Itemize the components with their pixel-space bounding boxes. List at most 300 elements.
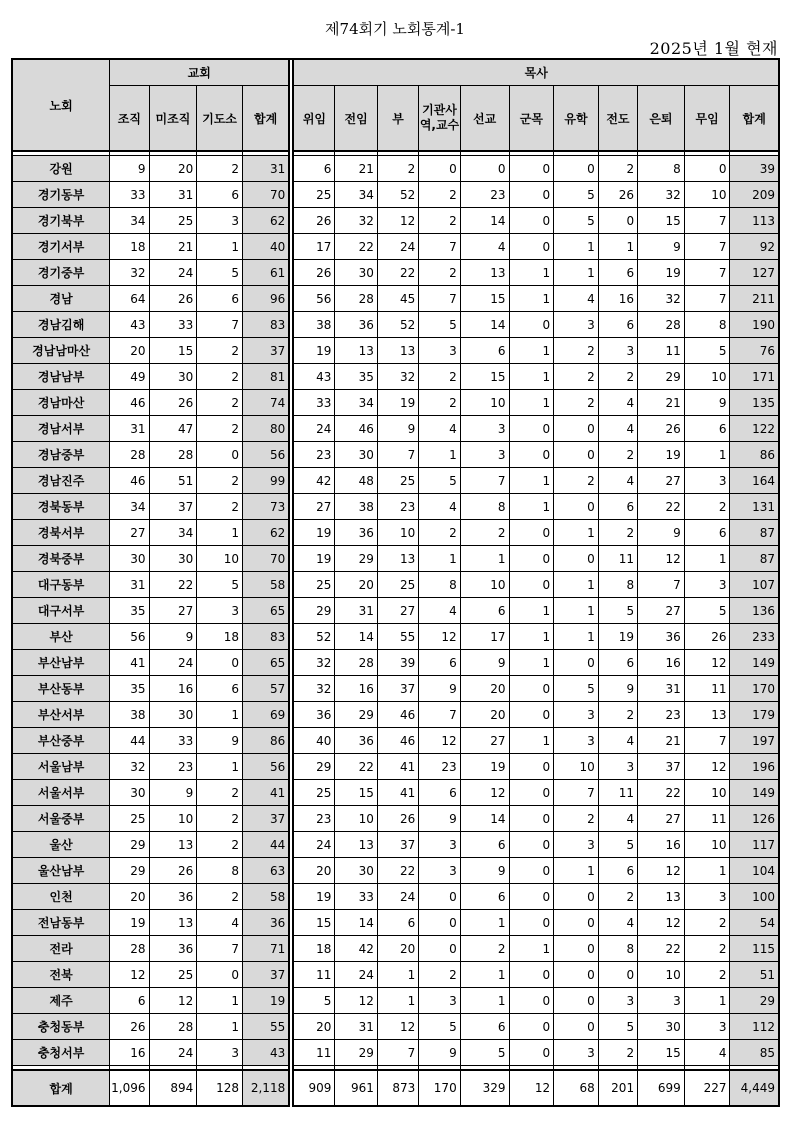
- pastor-cell: 29: [335, 546, 377, 572]
- pastor-cell: 1: [554, 598, 599, 624]
- pastor-total-cell: 170: [730, 676, 779, 702]
- pastor-cell: 0: [460, 156, 509, 182]
- pastor-cell: 52: [293, 624, 334, 650]
- pastor-cell: 1: [377, 962, 418, 988]
- church-cell: 34: [149, 520, 197, 546]
- church-cell: 23: [149, 754, 197, 780]
- pastor-cell: 6: [598, 260, 637, 286]
- header-church-col: 합계: [242, 86, 289, 152]
- pastor-cell: 1: [509, 390, 554, 416]
- pastor-cell: 29: [638, 364, 685, 390]
- pastor-cell: 1: [684, 858, 730, 884]
- pastor-cell: 27: [638, 806, 685, 832]
- pastor-cell: 16: [335, 676, 377, 702]
- pastor-cell: 0: [509, 416, 554, 442]
- report-date: 2025년 1월 현재: [649, 39, 778, 58]
- church-cell: 0: [197, 442, 243, 468]
- pastor-cell: 2: [554, 338, 599, 364]
- presbytery-name: 경북중부: [12, 546, 110, 572]
- pastor-cell: 5: [684, 338, 730, 364]
- pastor-cell: 2: [554, 390, 599, 416]
- pastor-cell: 52: [377, 182, 418, 208]
- church-cell: 31: [110, 572, 149, 598]
- pastor-cell: 15: [335, 780, 377, 806]
- pastor-cell: 25: [293, 182, 334, 208]
- pastor-cell: 873: [377, 1070, 418, 1106]
- table-row: [12, 962, 779, 988]
- pastor-cell: 9: [377, 416, 418, 442]
- header-church-col: 미조직: [149, 86, 197, 152]
- pastor-cell: 10: [460, 572, 509, 598]
- pastor-cell: 3: [554, 312, 599, 338]
- church-cell: 36: [149, 884, 197, 910]
- pastor-total-cell: 190: [730, 312, 779, 338]
- pastor-cell: 32: [377, 364, 418, 390]
- pastor-cell: 11: [598, 546, 637, 572]
- pastor-total-cell: 87: [730, 520, 779, 546]
- church-cell: 2: [197, 390, 243, 416]
- pastor-cell: 9: [638, 520, 685, 546]
- table-row: [12, 286, 779, 312]
- pastor-cell: 2: [419, 962, 460, 988]
- pastor-cell: 2: [419, 520, 460, 546]
- pastor-cell: 2: [598, 442, 637, 468]
- presbytery-name: 충청동부: [12, 1014, 110, 1040]
- church-cell: 25: [110, 806, 149, 832]
- church-cell: 20: [149, 156, 197, 182]
- presbytery-name: 부산동부: [12, 676, 110, 702]
- presbytery-name: 전남동부: [12, 910, 110, 936]
- pastor-total-cell: 54: [730, 910, 779, 936]
- pastor-cell: 0: [509, 832, 554, 858]
- table-row: [12, 208, 779, 234]
- table-row: [12, 494, 779, 520]
- pastor-total-cell: 39: [730, 156, 779, 182]
- pastor-cell: 6: [684, 416, 730, 442]
- pastor-cell: 24: [293, 416, 334, 442]
- pastor-cell: 5: [554, 208, 599, 234]
- pastor-cell: 9: [460, 650, 509, 676]
- pastor-cell: 3: [419, 832, 460, 858]
- pastor-cell: 7: [419, 234, 460, 260]
- pastor-cell: 38: [293, 312, 334, 338]
- pastor-cell: 5: [293, 988, 334, 1014]
- pastor-cell: 5: [419, 312, 460, 338]
- pastor-cell: 2: [554, 468, 599, 494]
- pastor-cell: 19: [638, 442, 685, 468]
- pastor-total-cell: 149: [730, 780, 779, 806]
- pastor-cell: 20: [293, 858, 334, 884]
- church-total-cell: 37: [242, 962, 289, 988]
- church-cell: 2: [197, 494, 243, 520]
- table-row: [12, 390, 779, 416]
- church-total-cell: 69: [242, 702, 289, 728]
- header-presbytery: 노회: [12, 59, 110, 151]
- table-row: [12, 650, 779, 676]
- pastor-cell: 3: [598, 754, 637, 780]
- pastor-total-cell: 107: [730, 572, 779, 598]
- church-cell: 6: [110, 988, 149, 1014]
- table-row: [12, 702, 779, 728]
- pastor-cell: 11: [684, 676, 730, 702]
- pastor-cell: 3: [684, 884, 730, 910]
- presbytery-name: 서울서부: [12, 780, 110, 806]
- pastor-cell: 1: [554, 572, 599, 598]
- church-cell: 6: [197, 676, 243, 702]
- pastor-cell: 21: [638, 390, 685, 416]
- pastor-cell: 9: [419, 676, 460, 702]
- pastor-cell: 37: [638, 754, 685, 780]
- pastor-cell: 19: [377, 390, 418, 416]
- pastor-cell: 22: [638, 780, 685, 806]
- pastor-cell: 6: [598, 494, 637, 520]
- pastor-cell: 7: [419, 702, 460, 728]
- table-row: [12, 156, 779, 182]
- pastor-cell: 1: [554, 520, 599, 546]
- pastor-cell: 10: [638, 962, 685, 988]
- pastor-cell: 3: [460, 416, 509, 442]
- pastor-cell: 8: [419, 572, 460, 598]
- pastor-cell: 11: [293, 962, 334, 988]
- pastor-cell: 7: [684, 728, 730, 754]
- church-cell: 26: [149, 390, 197, 416]
- pastor-cell: 15: [293, 910, 334, 936]
- pastor-cell: 33: [293, 390, 334, 416]
- pastor-cell: 6: [460, 1014, 509, 1040]
- pastor-cell: 25: [293, 572, 334, 598]
- pastor-cell: 6: [598, 650, 637, 676]
- pastor-cell: 0: [554, 416, 599, 442]
- pastor-cell: 22: [335, 234, 377, 260]
- church-cell: 32: [110, 260, 149, 286]
- pastor-cell: 46: [377, 728, 418, 754]
- pastor-cell: 3: [638, 988, 685, 1014]
- pastor-cell: 1: [419, 546, 460, 572]
- church-cell: 3: [197, 1040, 243, 1066]
- pastor-cell: 8: [684, 312, 730, 338]
- table-row: [12, 1014, 779, 1040]
- table-row: [12, 728, 779, 754]
- presbytery-name: 인천: [12, 884, 110, 910]
- church-cell: 15: [149, 338, 197, 364]
- pastor-cell: 2: [554, 364, 599, 390]
- pastor-cell: 41: [377, 754, 418, 780]
- church-total-cell: 19: [242, 988, 289, 1014]
- pastor-total-cell: 126: [730, 806, 779, 832]
- pastor-cell: 5: [598, 832, 637, 858]
- pastor-cell: 19: [293, 884, 334, 910]
- pastor-cell: 45: [377, 286, 418, 312]
- pastor-cell: 1: [509, 598, 554, 624]
- pastor-cell: 0: [554, 962, 599, 988]
- header-pastor-col: 기관사 역,교수: [419, 86, 460, 152]
- church-cell: 24: [149, 1040, 197, 1066]
- pastor-cell: 7: [684, 286, 730, 312]
- pastor-cell: 13: [335, 338, 377, 364]
- pastor-cell: 14: [335, 624, 377, 650]
- pastor-cell: 1: [509, 260, 554, 286]
- pastor-cell: 4: [554, 286, 599, 312]
- pastor-cell: 41: [377, 780, 418, 806]
- pastor-cell: 23: [293, 806, 334, 832]
- church-cell: 9: [197, 728, 243, 754]
- pastor-cell: 26: [293, 208, 334, 234]
- pastor-cell: 27: [460, 728, 509, 754]
- pastor-cell: 26: [684, 624, 730, 650]
- pastor-cell: 36: [293, 702, 334, 728]
- pastor-cell: 7: [684, 234, 730, 260]
- pastor-cell: 43: [293, 364, 334, 390]
- pastor-total-cell: 117: [730, 832, 779, 858]
- pastor-cell: 0: [509, 988, 554, 1014]
- pastor-cell: 55: [377, 624, 418, 650]
- pastor-cell: 227: [684, 1070, 730, 1106]
- pastor-cell: 0: [509, 1040, 554, 1066]
- church-cell: 18: [197, 624, 243, 650]
- pastor-cell: 23: [377, 494, 418, 520]
- presbytery-name: 부산중부: [12, 728, 110, 754]
- pastor-cell: 0: [598, 962, 637, 988]
- pastor-cell: 25: [377, 468, 418, 494]
- pastor-total-cell: 136: [730, 598, 779, 624]
- church-cell: 28: [110, 442, 149, 468]
- church-cell: 1,096: [110, 1070, 149, 1106]
- pastor-cell: 12: [377, 208, 418, 234]
- pastor-cell: 31: [335, 1014, 377, 1040]
- church-cell: 37: [149, 494, 197, 520]
- pastor-cell: 7: [684, 208, 730, 234]
- pastor-cell: 3: [598, 338, 637, 364]
- pastor-cell: 5: [554, 676, 599, 702]
- header-pastor-col: 전임: [335, 86, 377, 152]
- pastor-cell: 6: [460, 884, 509, 910]
- church-total-cell: 70: [242, 182, 289, 208]
- pastor-cell: 13: [638, 884, 685, 910]
- church-cell: 30: [149, 546, 197, 572]
- pastor-cell: 0: [509, 156, 554, 182]
- table-row: [12, 546, 779, 572]
- pastor-cell: 23: [638, 702, 685, 728]
- presbytery-name: 경기북부: [12, 208, 110, 234]
- pastor-cell: 0: [509, 234, 554, 260]
- pastor-total-cell: 51: [730, 962, 779, 988]
- pastor-cell: 28: [335, 650, 377, 676]
- pastor-cell: 12: [419, 728, 460, 754]
- pastor-cell: 201: [598, 1070, 637, 1106]
- pastor-cell: 30: [638, 1014, 685, 1040]
- church-total-cell: 2,118: [242, 1070, 289, 1106]
- church-cell: 22: [149, 572, 197, 598]
- pastor-cell: 12: [684, 650, 730, 676]
- pastor-cell: 4: [684, 1040, 730, 1066]
- pastor-cell: 5: [460, 1040, 509, 1066]
- table-row: [12, 780, 779, 806]
- pastor-cell: 3: [684, 1014, 730, 1040]
- pastor-cell: 7: [460, 468, 509, 494]
- church-cell: 2: [197, 780, 243, 806]
- pastor-cell: 27: [377, 598, 418, 624]
- church-cell: 2: [197, 832, 243, 858]
- pastor-cell: 2: [684, 962, 730, 988]
- pastor-cell: 1: [554, 624, 599, 650]
- pastor-cell: 24: [335, 962, 377, 988]
- presbytery-name: 충청서부: [12, 1040, 110, 1066]
- pastor-cell: 20: [377, 936, 418, 962]
- presbytery-name: 경남: [12, 286, 110, 312]
- pastor-cell: 12: [335, 988, 377, 1014]
- header-pastor-col: 무임: [684, 86, 730, 152]
- pastor-total-cell: 179: [730, 702, 779, 728]
- pastor-total-cell: 149: [730, 650, 779, 676]
- pastor-cell: 26: [293, 260, 334, 286]
- pastor-cell: 0: [419, 936, 460, 962]
- pastor-total-cell: 135: [730, 390, 779, 416]
- pastor-cell: 36: [638, 624, 685, 650]
- pastor-cell: 6: [460, 832, 509, 858]
- pastor-cell: 4: [598, 806, 637, 832]
- presbytery-name: 경북서부: [12, 520, 110, 546]
- pastor-cell: 33: [335, 884, 377, 910]
- table-row: [12, 468, 779, 494]
- table-row: [12, 572, 779, 598]
- church-cell: 0: [197, 962, 243, 988]
- pastor-cell: 3: [554, 728, 599, 754]
- pastor-cell: 31: [638, 676, 685, 702]
- church-cell: 29: [110, 858, 149, 884]
- pastor-cell: 10: [684, 780, 730, 806]
- church-total-cell: 73: [242, 494, 289, 520]
- pastor-cell: 329: [460, 1070, 509, 1106]
- pastor-cell: 6: [598, 312, 637, 338]
- pastor-cell: 46: [335, 416, 377, 442]
- church-cell: 0: [197, 650, 243, 676]
- pastor-cell: 32: [638, 286, 685, 312]
- pastor-cell: 2: [598, 156, 637, 182]
- pastor-cell: 8: [598, 936, 637, 962]
- pastor-cell: 6: [684, 520, 730, 546]
- church-total-cell: 65: [242, 650, 289, 676]
- pastor-total-cell: 4,449: [730, 1070, 779, 1106]
- church-cell: 9: [149, 624, 197, 650]
- pastor-cell: 1: [460, 546, 509, 572]
- church-cell: 2: [197, 468, 243, 494]
- church-cell: 13: [149, 910, 197, 936]
- pastor-cell: 30: [335, 260, 377, 286]
- pastor-cell: 25: [293, 780, 334, 806]
- church-total-cell: 31: [242, 156, 289, 182]
- pastor-cell: 0: [509, 1014, 554, 1040]
- church-cell: 30: [110, 780, 149, 806]
- pastor-cell: 1: [684, 988, 730, 1014]
- pastor-cell: 9: [419, 1040, 460, 1066]
- pastor-cell: 9: [684, 390, 730, 416]
- pastor-cell: 1: [598, 234, 637, 260]
- pastor-cell: 9: [598, 676, 637, 702]
- pastor-cell: 3: [419, 858, 460, 884]
- pastor-cell: 19: [460, 754, 509, 780]
- pastor-cell: 52: [377, 312, 418, 338]
- pastor-cell: 28: [638, 312, 685, 338]
- pastor-cell: 0: [509, 676, 554, 702]
- pastor-cell: 42: [293, 468, 334, 494]
- church-cell: 1: [197, 702, 243, 728]
- church-cell: 128: [197, 1070, 243, 1106]
- church-total-cell: 37: [242, 806, 289, 832]
- pastor-cell: 1: [419, 442, 460, 468]
- presbytery-name: 서울중부: [12, 806, 110, 832]
- presbytery-name: 강원: [12, 156, 110, 182]
- pastor-cell: 22: [638, 494, 685, 520]
- pastor-cell: 0: [509, 520, 554, 546]
- table-row: [12, 676, 779, 702]
- header-church-col: 기도소: [197, 86, 243, 152]
- table-row: [12, 234, 779, 260]
- pastor-cell: 26: [377, 806, 418, 832]
- church-total-cell: 63: [242, 858, 289, 884]
- pastor-cell: 11: [638, 338, 685, 364]
- pastor-cell: 19: [638, 260, 685, 286]
- pastor-cell: 29: [293, 754, 334, 780]
- presbytery-name: 부산서부: [12, 702, 110, 728]
- church-cell: 3: [197, 208, 243, 234]
- presbytery-name: 전북: [12, 962, 110, 988]
- pastor-cell: 0: [554, 442, 599, 468]
- church-cell: 2: [197, 806, 243, 832]
- pastor-cell: 14: [335, 910, 377, 936]
- total-row: [12, 1070, 779, 1106]
- pastor-cell: 0: [554, 1014, 599, 1040]
- pastor-cell: 14: [460, 208, 509, 234]
- table-row: [12, 442, 779, 468]
- pastor-cell: 9: [638, 234, 685, 260]
- pastor-total-cell: 85: [730, 1040, 779, 1066]
- pastor-cell: 0: [554, 546, 599, 572]
- pastor-cell: 0: [554, 884, 599, 910]
- pastor-cell: 32: [335, 208, 377, 234]
- pastor-cell: 29: [335, 702, 377, 728]
- table-row: [12, 910, 779, 936]
- table-row: [12, 624, 779, 650]
- pastor-cell: 68: [554, 1070, 599, 1106]
- presbytery-name: 부산: [12, 624, 110, 650]
- pastor-total-cell: 86: [730, 442, 779, 468]
- pastor-cell: 2: [598, 1040, 637, 1066]
- pastor-cell: 13: [460, 260, 509, 286]
- pastor-cell: 6: [460, 338, 509, 364]
- pastor-total-cell: 104: [730, 858, 779, 884]
- pastor-cell: 38: [335, 494, 377, 520]
- church-cell: 1: [197, 1014, 243, 1040]
- church-cell: 46: [110, 390, 149, 416]
- church-cell: 33: [149, 312, 197, 338]
- church-total-cell: 86: [242, 728, 289, 754]
- pastor-cell: 15: [460, 286, 509, 312]
- pastor-cell: 29: [293, 598, 334, 624]
- pastor-cell: 5: [598, 598, 637, 624]
- pastor-cell: 37: [377, 676, 418, 702]
- header-pastor-col: 유학: [554, 86, 599, 152]
- pastor-cell: 21: [638, 728, 685, 754]
- church-cell: 46: [110, 468, 149, 494]
- church-cell: 27: [149, 598, 197, 624]
- header-pastor-group: 목사: [293, 59, 779, 86]
- pastor-cell: 5: [684, 598, 730, 624]
- pastor-cell: 23: [293, 442, 334, 468]
- pastor-cell: 0: [509, 910, 554, 936]
- pastor-cell: 0: [509, 208, 554, 234]
- church-cell: 19: [110, 910, 149, 936]
- pastor-total-cell: 164: [730, 468, 779, 494]
